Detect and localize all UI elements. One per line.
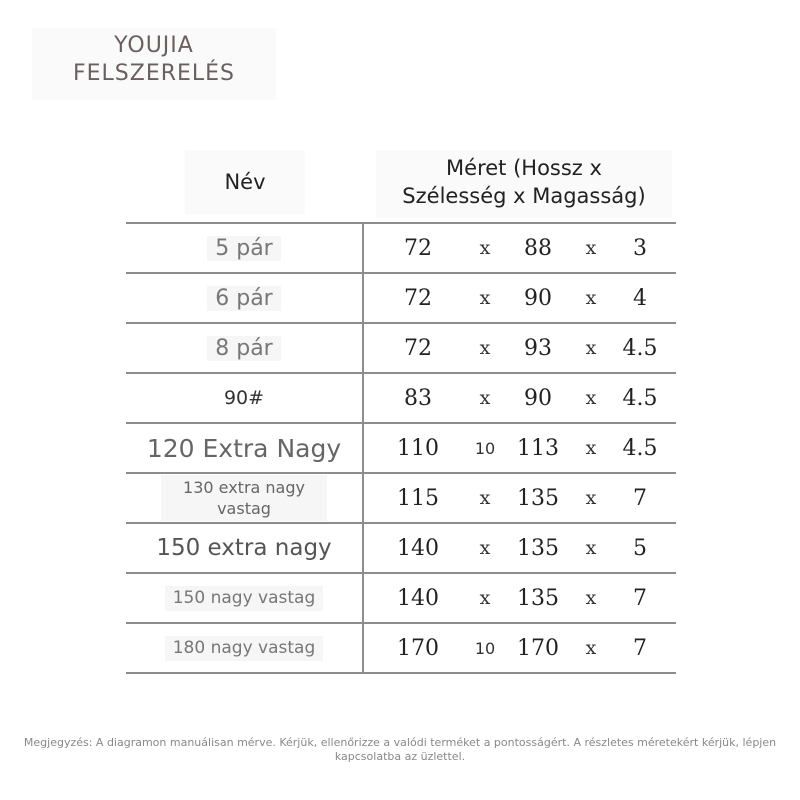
table-row (126, 273, 676, 323)
length-value: 72 (363, 223, 472, 273)
row-name: 6 pár (207, 286, 280, 311)
row-name: 180 nagy vastag (165, 636, 324, 661)
width-value: 135 (498, 473, 578, 523)
brand-line-2: FELSZERELÉS (72, 61, 236, 86)
length-value: 115 (363, 473, 472, 523)
separator: 10 (472, 623, 498, 673)
separator: x (472, 573, 498, 623)
row-name: 5 pár (207, 236, 280, 261)
separator: x (472, 373, 498, 423)
height-value: 4 (604, 273, 676, 323)
height-value: 5 (604, 523, 676, 573)
length-value: 72 (363, 273, 472, 323)
table-row (126, 573, 676, 623)
separator: 10 (472, 423, 498, 473)
row-name: 150 nagy vastag (165, 586, 324, 611)
table-row (126, 473, 676, 523)
separator: x (578, 523, 604, 573)
size-header-line-2: Szélesség x Magasság) (402, 184, 646, 208)
table-row (126, 223, 676, 273)
height-value: 7 (604, 623, 676, 673)
width-value: 90 (498, 273, 578, 323)
table-row (126, 373, 676, 423)
height-value: 3 (604, 223, 676, 273)
width-value: 135 (498, 573, 578, 623)
width-value: 113 (498, 423, 578, 473)
length-value: 83 (363, 373, 472, 423)
separator: x (472, 523, 498, 573)
height-value: 7 (604, 573, 676, 623)
row-name: 8 pár (207, 336, 280, 361)
column-header-name: Név (185, 150, 305, 214)
row-name: 130 extra nagy vastag (161, 475, 327, 521)
length-value: 72 (363, 323, 472, 373)
table-row (126, 323, 676, 373)
height-value: 4.5 (604, 373, 676, 423)
separator: x (472, 273, 498, 323)
height-value: 4.5 (604, 423, 676, 473)
separator: x (578, 623, 604, 673)
brand-line-1: YOUJIA (114, 33, 194, 58)
separator: x (472, 223, 498, 273)
width-value: 135 (498, 523, 578, 573)
size-table (126, 222, 676, 674)
length-value: 110 (363, 423, 472, 473)
height-value: 4.5 (604, 323, 676, 373)
row-name: 150 extra nagy (156, 534, 332, 561)
size-header-line-1: Méret (Hossz x (446, 156, 602, 180)
height-value: 7 (604, 473, 676, 523)
table-row (126, 623, 676, 673)
length-value: 140 (363, 523, 472, 573)
table-row (126, 423, 676, 473)
width-value: 170 (498, 623, 578, 673)
separator: x (578, 473, 604, 523)
separator: x (578, 373, 604, 423)
separator: x (472, 473, 498, 523)
separator: x (578, 223, 604, 273)
row-name: 120 Extra Nagy (146, 433, 342, 463)
column-header-size (376, 150, 672, 218)
separator: x (578, 573, 604, 623)
width-value: 90 (498, 373, 578, 423)
width-value: 88 (498, 223, 578, 273)
separator: x (578, 273, 604, 323)
disclaimer-note: Megjegyzés: A diagramon manuálisan mérve. Kérjük, ellenőrizze a valódi terméket a pontosságért. A részletes méretekért kérjük, lépjen kapcsolatba az üzlettel. (23, 736, 777, 763)
width-value: 93 (498, 323, 578, 373)
separator: x (578, 423, 604, 473)
table-row (126, 523, 676, 573)
length-value: 170 (363, 623, 472, 673)
brand-logo (32, 28, 276, 100)
separator: x (472, 323, 498, 373)
length-value: 140 (363, 573, 472, 623)
row-name: 90# (223, 386, 265, 409)
separator: x (578, 323, 604, 373)
